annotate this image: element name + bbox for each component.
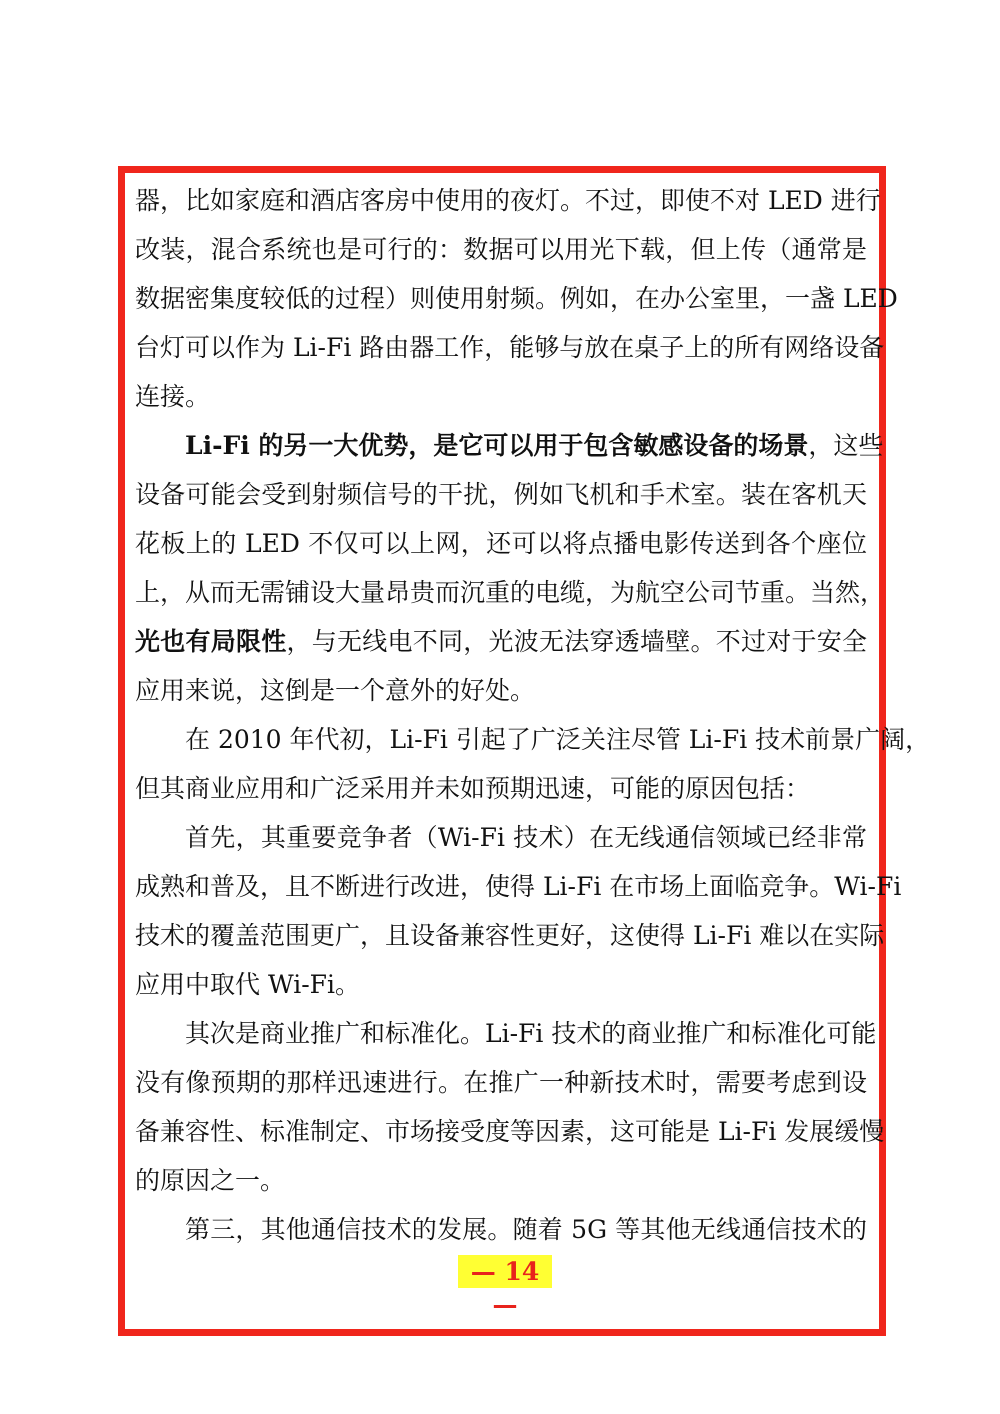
text-line: 改装，混合系统也是可行的：数据可以用光下载，但上传（通常是 [135,235,867,264]
bold-phrase: Li-Fi 的另一大优势，是它可以用于包含敏感设备的场景 [185,431,809,460]
document-body [135,176,931,1254]
text-line: 台灯可以作为 Li-Fi 路由器工作，能够与放在桌子上的所有网络设备 [135,333,885,362]
text-line: 技术的覆盖范围更广，且设备兼容性更好，这使得 Li-Fi 难以在实际 [135,921,885,950]
text-line: 成熟和普及，且不断进行改进，使得 Li-Fi 在市场上面临竞争。Wi-Fi [135,872,902,901]
text-line: 上，从而无需铺设大量昂贵而沉重的电缆，为航空公司节重。当然， [135,578,886,607]
text-line: 备兼容性、标准制定、市场接受度等因素，这可能是 Li-Fi 发展缓慢 [135,1117,885,1146]
text-line [135,617,867,666]
text-line: 数据密集度较低的过程）则使用射频。例如，在办公室里，一盏 LED [135,284,898,313]
text-line [135,421,884,470]
text-span: ，这些 [808,431,884,460]
text-span: ，与无线电不同，光波无法穿透墙壁。不过对于安全 [286,627,867,656]
text-line: 第三，其他通信技术的发展。随着 5G 等其他无线通信技术的 [185,1215,867,1244]
text-line: 应用来说，这倒是一个意外的好处。 [135,676,536,705]
text-line: 在 2010 年代初，Li-Fi 引起了广泛关注尽管 Li-Fi 技术前景广阔， [185,725,931,754]
text-line: 设备可能会受到射频信号的干扰，例如飞机和手术室。装在客机天 [135,480,867,509]
text-line: 其次是商业推广和标准化。Li-Fi 技术的商业推广和标准化可能 [185,1019,877,1048]
text-line: 花板上的 LED 不仅可以上网，还可以将点播电影传送到各个座位 [135,529,867,558]
text-line: 但其商业应用和广泛采用并未如预期迅速，可能的原因包括： [135,774,811,803]
text-line: 连接。 [135,382,211,411]
text-line: 首先，其重要竞争者（Wi-Fi 技术）在无线通信领域已经非常 [185,823,867,852]
text-line: 应用中取代 Wi-Fi。 [135,970,360,999]
bold-phrase: 光也有局限性 [135,627,287,656]
text-line: 的原因之一。 [135,1166,286,1195]
page-number: — 14 — [458,1255,552,1288]
text-line: 器，比如家庭和酒店客房中使用的夜灯。不过，即使不对 LED 进行 [135,186,881,215]
text-line: 没有像预期的那样迅速进行。在推广一种新技术时，需要考虑到设 [135,1068,867,1097]
